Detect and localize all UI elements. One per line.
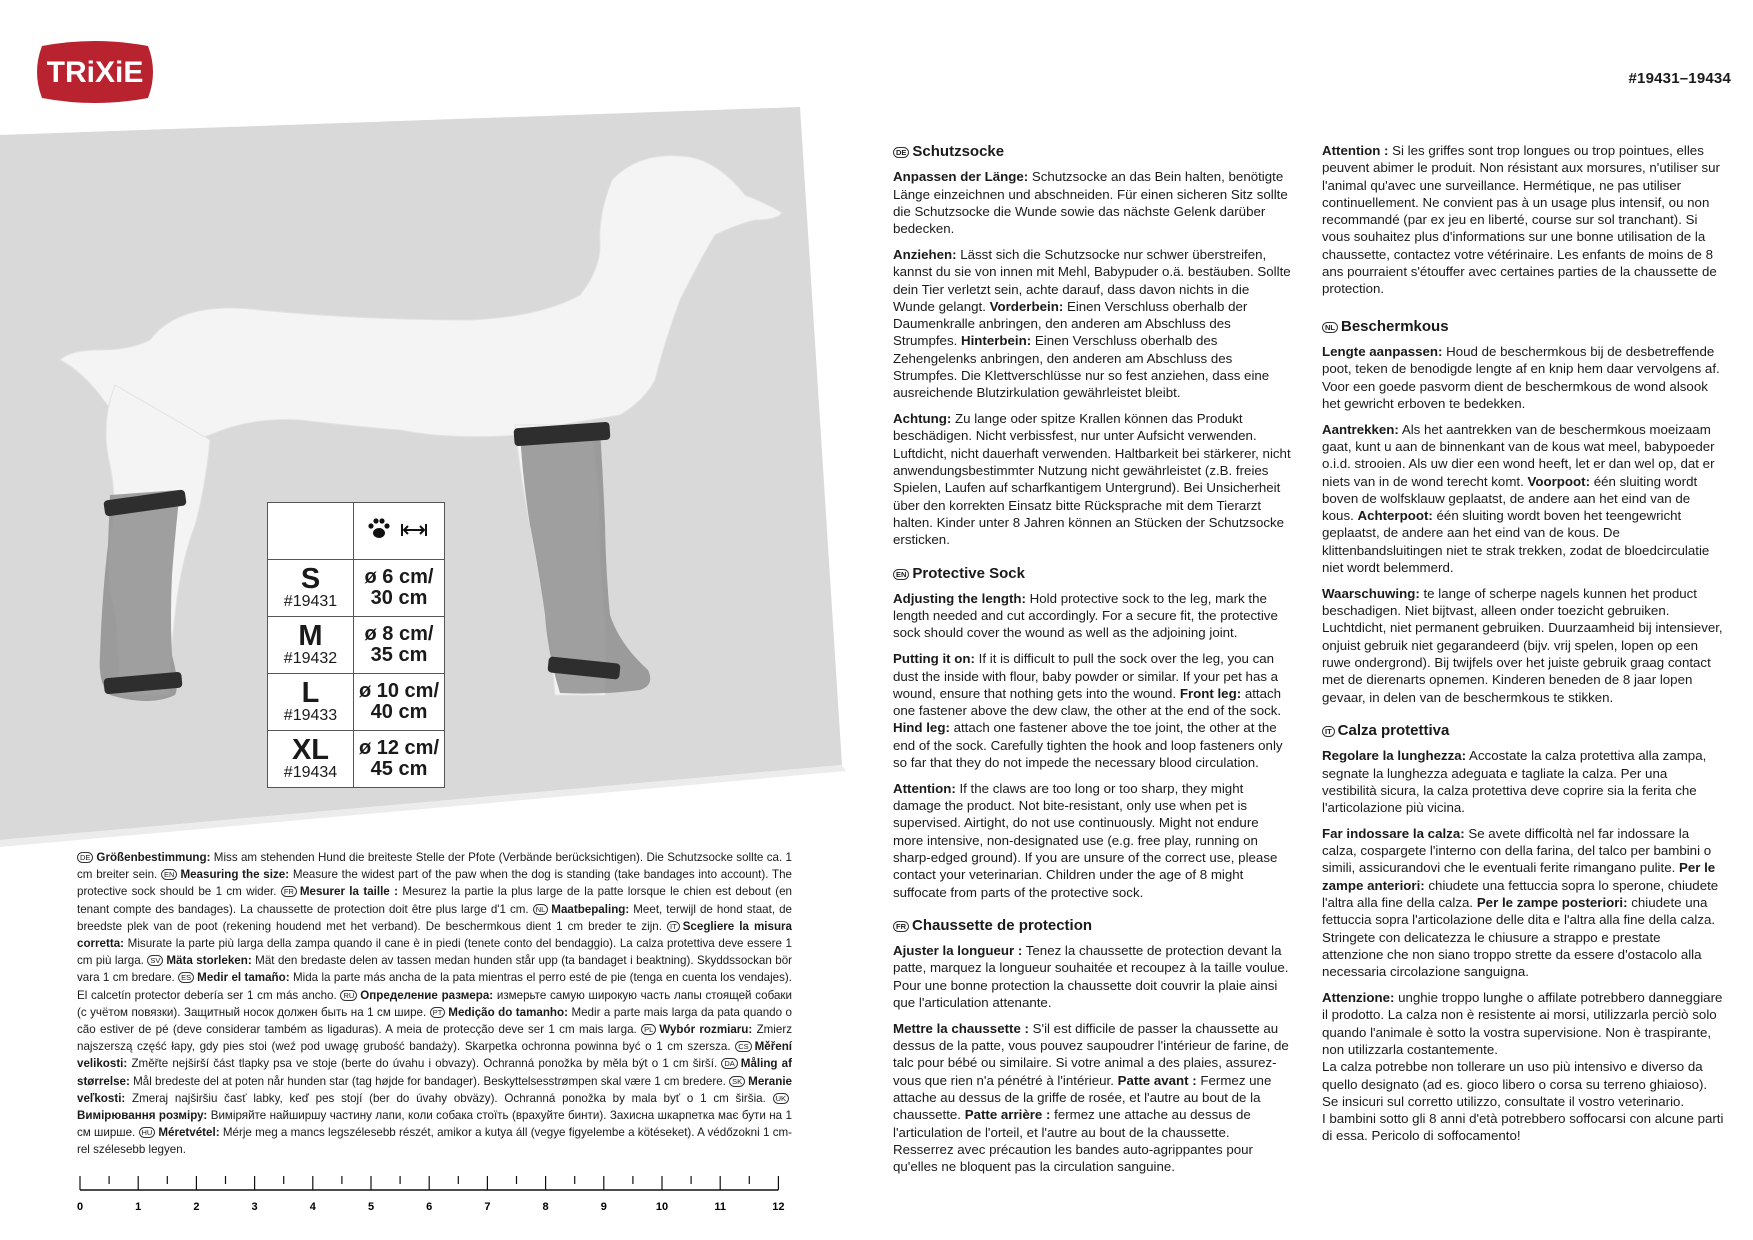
- sizing-title: Maatbepaling:: [551, 902, 630, 916]
- paragraph: Attention : Si les griffes sont trop longues ou trop pointues, elles peuvent abimer le produit. Non résistant aux morsures, n'utiliser sur l'animal qu'avec une surveillance. Hermétique, ne pas utiliser continuellement. Ne convient pas à un usage plus intensif, ou non recommandé (par ex jeu en liberté, course sur sol tranchant). Si vous souhaitez plus d'informations sur une bonne utilisation de la chaussette, contactez votre vétérinaire. Les enfants de moins de 8 ans pourraient s'étouffer avec certaines parties de la chaussette de protection.: [1322, 143, 1720, 297]
- size-length: 30 cm: [370, 587, 428, 609]
- size-table-header: [354, 503, 445, 560]
- section-heading-nl: NL Beschermkous: [1322, 318, 1725, 335]
- logo-text: TRiXiE: [46, 56, 144, 89]
- sizing-text: Measure the widest part of the paw when the dog is standing (take bandages into account). The protective sock should be 1 cm wider.: [77, 868, 792, 899]
- sizing-text: измерьте самую широкую часть лапы стоящей собаки (с учётом повязки). Защитный носок должен быть на 1 см шире.: [77, 988, 792, 1019]
- width-arrow-icon: [402, 524, 426, 536]
- instructions-column-1: [893, 143, 1291, 1184]
- sizing-title: Meranie veľkosti:: [77, 1074, 792, 1105]
- lang-badge: CS: [735, 1041, 751, 1052]
- paragraph: Waarschuwing: te lange of scherpe nagels kunnen het product beschadigen. Niet bijtvast, alleen onder toezicht gebruiken. Luchtdicht, niet permanent gebruiken. Duurzaamheid bij intensiever, onjuist gebruik niet gegarandeerd (bijv. vrij spelen, lopen op een ruwe ondergrond). Bij twijfels over het juiste gebruik graag contact met de dierenarts opnemen. Kinderen beneden de 8 jaar lopen gevaar, in delen van de beschermkous te stikken.: [1322, 585, 1723, 705]
- sizing-text: Miss am stehenden Hund die breiteste Stelle der Pfote (Verbände berücksichtigen). Die Schutzsocke sollte ca. 1 cm breiter sein.: [77, 851, 792, 882]
- lang-badge: DE: [77, 852, 93, 863]
- lang-badge: DE: [893, 147, 909, 158]
- size-diameter: ø 12 cm/: [358, 737, 440, 759]
- paragraph: Attention: If the claws are too long or too sharp, they might damage the product. Not bite-resistant, only use when pet is supervised. Airtight, do not use continuously. Might not endure more intensive, non-designated use (e.g. free play, running on sharp-edged ground). If you are unsure of the correct use, please contact your veterinarian. Children under the age of 8 might suffocate from parts of the protective sock.: [893, 780, 1278, 900]
- size-letter: XL: [291, 734, 330, 766]
- paragraph: I bambini sotto gli 8 anni d'età potrebbero soffocarsi con alcune parti di essa. Pericolo di soffocamento!: [1322, 1111, 1724, 1144]
- lang-badge: DA: [721, 1058, 737, 1069]
- paw-width-icons: [364, 516, 434, 542]
- size-letter: M: [298, 620, 323, 652]
- lang-badge: HU: [139, 1127, 156, 1138]
- sizing-title: Mäta storleken:: [166, 954, 252, 968]
- size-code: #19434: [283, 764, 338, 781]
- lang-badge: EN: [161, 869, 177, 880]
- sizing-title: Wybór rozmiaru:: [659, 1023, 753, 1037]
- size-diameter: ø 10 cm/: [358, 680, 440, 702]
- ruler: [72, 1170, 812, 1220]
- ruler-label: 3: [251, 1201, 258, 1213]
- sizing-title: Größenbestimmung:: [96, 851, 211, 864]
- section-heading-en: EN Protective Sock: [893, 565, 1291, 582]
- ruler-label: 12: [772, 1201, 785, 1213]
- size-code: #19432: [283, 650, 338, 667]
- size-row-xl: [268, 731, 445, 788]
- sizing-instructions: [77, 849, 792, 1159]
- size-letter: S: [300, 563, 321, 595]
- sizing-title: Scegliere la misura corretta:: [77, 919, 792, 951]
- ruler-label: 6: [426, 1201, 433, 1213]
- paragraph: Adjusting the length: Hold protective sock to the leg, mark the length needed and cut accordingly. For a secure fit, the protective sock should cover the wound as well as the adjoining joint.: [893, 590, 1278, 641]
- sizing-text: Zmeraj najširšiu časť labky, keď pes stojí (ber do úvahy obväzy). Ochranná ponožka by mala byť o 1 cm širšia.: [125, 1091, 773, 1105]
- size-row-m: [268, 617, 445, 674]
- sizing-title: Medir el tamaño:: [197, 971, 290, 985]
- paragraph: Attenzione: unghie troppo lunghe o affilate potrebbero danneggiare il prodotto. La calza non è resistente ai morsi, utilizzarla perciò solo quando l'animale è sotto la vostra supervisione. Non è traspirante, non utilizzarla costantemente.: [1322, 990, 1723, 1057]
- sizing-text: Mérje meg a mancs legszélesebb részét, amikor a kutya áll (vegye figyelembe a kötéseket). A védőzokni 1 cm-rel szélesebb legyen.: [77, 1126, 793, 1157]
- sizing-text: Meet, terwijl de hond staat, de breedste plek van de poot (rekening houdend met het verband). De beschermkous dient 1 cm breder te zijn.: [77, 902, 792, 933]
- ruler-label: 4: [309, 1201, 316, 1213]
- section-heading-fr: FR Chaussette de protection: [893, 917, 1291, 934]
- sizing-text: Misurate la parte più larga della zampa quando il cane è in piedi (tenete conto del bendaggio). La calza protettiva deve essere 1 cm più larga.: [77, 937, 792, 968]
- sizing-text: Виміряйте найширшу частину лапи, коли собака стоїть (врахуйте бинти). Захисна шкарпетка має бути на 1 см ширше.: [77, 1109, 792, 1140]
- paw-icon: [368, 518, 389, 538]
- sizing-title: Measuring the size:: [180, 868, 290, 882]
- lang-badge: ES: [178, 972, 194, 983]
- sizing-text: Mål bredeste del at poten når hunden star (tag højde for bandager). Beskyttelsesstrømpen skal være 1 cm bredere.: [129, 1074, 730, 1088]
- lang-badge: NL: [533, 904, 549, 915]
- size-length: 40 cm: [370, 701, 428, 723]
- lang-badge: IT: [667, 921, 680, 932]
- lang-badge: EN: [893, 569, 909, 580]
- size-diameter: ø 6 cm/: [364, 566, 434, 588]
- paragraph: Regolare la lunghezza: Accostate la calza protettiva alla zampa, segnate la lunghezza adeguata e tagliate la calza. Per una vestibilità sicura, la calza protettiva deve coprire sia la ferita che l'articolazione più vicina.: [1322, 748, 1707, 816]
- ruler-label: 0: [76, 1201, 84, 1213]
- paragraph: Achtung: Zu lange oder spitze Krallen können das Produkt beschädigen. Nicht verbissfest, nur unter Aufsicht verwenden. Luftdicht, nicht dauerhaft verwenden. Haltbarkeit bei stärkerer, nicht anwendungsbestimmter Nutzung nicht gewährleistet (z.B. freies Spielen, Laufen auf scharfkantigem Untergrund). Bei Unsicherheit über den korrekten Einsatz bitte Rücksprache mit dem Tierarzt halten. Kinder unter 8 Jahren können an Stücken der Schutzsocke ersticken.: [893, 411, 1291, 548]
- lang-badge: SV: [147, 955, 163, 966]
- sizing-text: Mida la parte más ancha de la pata mientras el perro esté de pie (tenga en cuenta los vendajes). El calcetín protector debería ser 1 cm más ancho.: [77, 971, 792, 1002]
- sizing-title: Måling af størrelse:: [77, 1057, 792, 1088]
- paragraph: Ajuster la longueur : Tenez la chaussette de protection devant la patte, marquez la longueur souhaitée et recoupez à la taille voulue. Pour une bonne protection la chaussette doit couvrir la plaie ainsi que l'articulation attenante.: [893, 943, 1289, 1011]
- sizing-title: Mesurer la taille :: [299, 885, 398, 899]
- paragraph: Aantrekken: Als het aantrekken van de beschermkous moeizaam gaat, kunt u aan de binnenkant van de kous wat meel, babypoeder o.i.d. strooien. Als uw dier een wond heeft, let er dan wel op, dat er niets van in de wond terecht komt. Voorpoot: één sluiting wordt boven de wolfsklauw geplaatst, de andere aan het eind van de kous. Achterpoot: één sluiting wordt boven het teengewricht geplaatst, de andere aan het eind van de kous. De klittenbandsluitingen niet te strak trekken, zodat de bloedcirculatie niet wordt belemmerd.: [1322, 421, 1715, 576]
- size-length: 35 cm: [370, 644, 428, 666]
- ruler-label: 11: [714, 1201, 727, 1213]
- lang-badge: UK: [773, 1093, 789, 1104]
- sizing-title: Определение размера:: [360, 988, 494, 1002]
- instructions-column-2: [1322, 142, 1725, 1153]
- section-heading-de: DE Schutzsocke: [893, 143, 1291, 160]
- lang-badge: PT: [430, 1007, 446, 1018]
- sizing-title: Méretvétel:: [158, 1126, 220, 1140]
- lang-badge: NL: [1322, 322, 1338, 333]
- ruler-label: 7: [484, 1201, 491, 1213]
- size-table-corner: [268, 503, 354, 560]
- size-row-l: [268, 674, 445, 731]
- ruler-label: 8: [542, 1201, 549, 1213]
- lang-badge: IT: [1322, 726, 1335, 737]
- sizing-text: Mät den bredaste delen av tassen medan hunden står upp (ta bandaget i beaktning). Skyddssockan bör vara 1 cm bredare.: [77, 954, 793, 985]
- lang-badge: RU: [340, 990, 357, 1001]
- paragraph: Mettre la chaussette : S'il est difficile de passer la chaussette au dessus de la patte, vous pouvez saupoudrer l'intérieur de farine, de talc pour bébé ou similaire. Si votre animal a des plaies, assurez-vous que rien n'a pénétré à l'intérieur. Patte avant : Fermez une attache au dessus de la griffe de rosée, et l'autre au bout de la chaussette. Patte arrière : fermez une attache au dessus de l'articulation de l'orteil, et l'autre au bout de la chaussette. Resserrez avec précaution les bandes auto-agrippantes pour qu'elles ne bloquent pas la circulation sanguine.: [893, 1020, 1289, 1175]
- lang-badge: SK: [729, 1076, 745, 1087]
- lang-badge: PL: [641, 1024, 656, 1035]
- size-diameter: ø 8 cm/: [364, 623, 434, 645]
- size-code: #19433: [283, 707, 338, 724]
- ruler-label: 9: [600, 1201, 607, 1213]
- section-heading-it: IT Calza protettiva: [1322, 722, 1725, 739]
- size-row-s: [268, 560, 445, 617]
- paragraph: Far indossare la calza: Se avete difficoltà nel far indossare la calza, cospargete l'interno con della farina, del talco per bambini o simili, assicurandovi che le eventuali ferite rimangano pulite. Per le zampe anteriori: chiudete una fettuccia sopra lo sperone, chiudete l'altra alla fine della calza. Per le zampe posteriori: chiudete una fettuccia sopra l'articolazione delle dita e l'altra alla fine della calza. Stringete con delicatezza le chiusure a strappo e prestate attenzione che non siano troppo strette da essere d'ostacolo alla necessaria circolazione sanguigna.: [1322, 825, 1719, 980]
- lang-badge: FR: [281, 886, 297, 897]
- ruler-label: 5: [367, 1201, 375, 1213]
- document-number: #19431–19434: [1628, 70, 1731, 87]
- size-length: 45 cm: [370, 758, 428, 780]
- ruler-label: 2: [193, 1201, 200, 1213]
- size-table: [267, 502, 445, 788]
- sizing-title: Měření velikosti:: [77, 1040, 792, 1071]
- paragraph: La calza potrebbe non tollerare un uso più intensivo e diverso da quello designato (ad es. gioco libero o corsa su terreno ghiaioso). Se insicuri sul corretto utilizzo, consultate il vostro veterinario.: [1322, 1059, 1708, 1109]
- ruler-label: 10: [655, 1201, 669, 1213]
- sizing-text: Zmierz najszerszą część łapy, gdy pies stoi (weź pod uwagę grubość bandaży). Skarpetka ochronna powinna być o 1 cm szersza.: [77, 1023, 792, 1054]
- sizing-text: Změřte nejširší část tlapky psa ve stoje (berte do úvahu i obvazy). Ochranná ponožka by měla být o 1 cm širší.: [127, 1057, 722, 1071]
- paragraph: Anpassen der Länge: Schutzsocke an das Bein halten, benötigte Länge einzeichnen und abschneiden. Für einen sicheren Sitz sollte die Schutzsocke die Wunde sowie das nächste Gelenk darüber bedecken.: [893, 169, 1288, 237]
- sizing-text: Mesurez la partie la plus large de la patte lorsque le chien est debout (en tenant compte des bandages). La chaussette de protection doit être plus large d'1 cm.: [77, 885, 792, 916]
- paragraph: Anziehen: Lässt sich die Schutzsocke nur schwer überstreifen, kannst du sie von innen mit Mehl, Babypuder o.ä. bestäuben. Sollte dein Tier verletzt sein, achte darauf, dass davon nichts in die Wunde gelangt. Vorderbein: Einen Verschluss oberhalb der Daumenkralle anbringen, den anderen am Abschluss des Strumpfes. Hinterbein: Einen Verschluss oberhalb des Zehengelenks anbringen, den anderen am Abschluss des Strumpfes. Die Klettverschlüsse nur so fest anziehen, dass eine ausreichende Blutzirkulation gewährleistet bleibt.: [893, 246, 1291, 401]
- sizing-title: Medição do tamanho:: [448, 1005, 568, 1019]
- paragraph: Lengte aanpassen: Houd de beschermkous bij de desbetreffende poot, teken de benodigde lengte af en knip hem daar vervolgens af. Voor een goede pasvorm dient de beschermkous de wond alsook het gewricht erboven te bedekken.: [1322, 343, 1720, 411]
- sizing-title: Вимірювання розміру:: [77, 1109, 208, 1123]
- paragraph: Putting it on: If it is difficult to pull the sock over the leg, you can dust the inside with flour, baby powder or similar. If your pet has a wound, ensure that nothing gets into the wound. Front leg: attach one fastener above the dew claw, the other at the end of the sock. Hind leg: attach one fastener above the toe joint, the other at the end of the sock. Carefully tighten the hook and loop fasteners only so far that they do not impede the necessary blood circulation.: [893, 651, 1283, 770]
- sizing-text: Medir a parte mais larga da pata quando o cão estiver de pé (deve considerar também as ligaduras). A meia de protecção deve ser 1 cm mais larga.: [77, 1005, 792, 1037]
- size-code: #19431: [283, 593, 338, 610]
- ruler-label: 1: [135, 1201, 142, 1213]
- size-letter: L: [301, 677, 320, 709]
- lang-badge: FR: [893, 921, 909, 932]
